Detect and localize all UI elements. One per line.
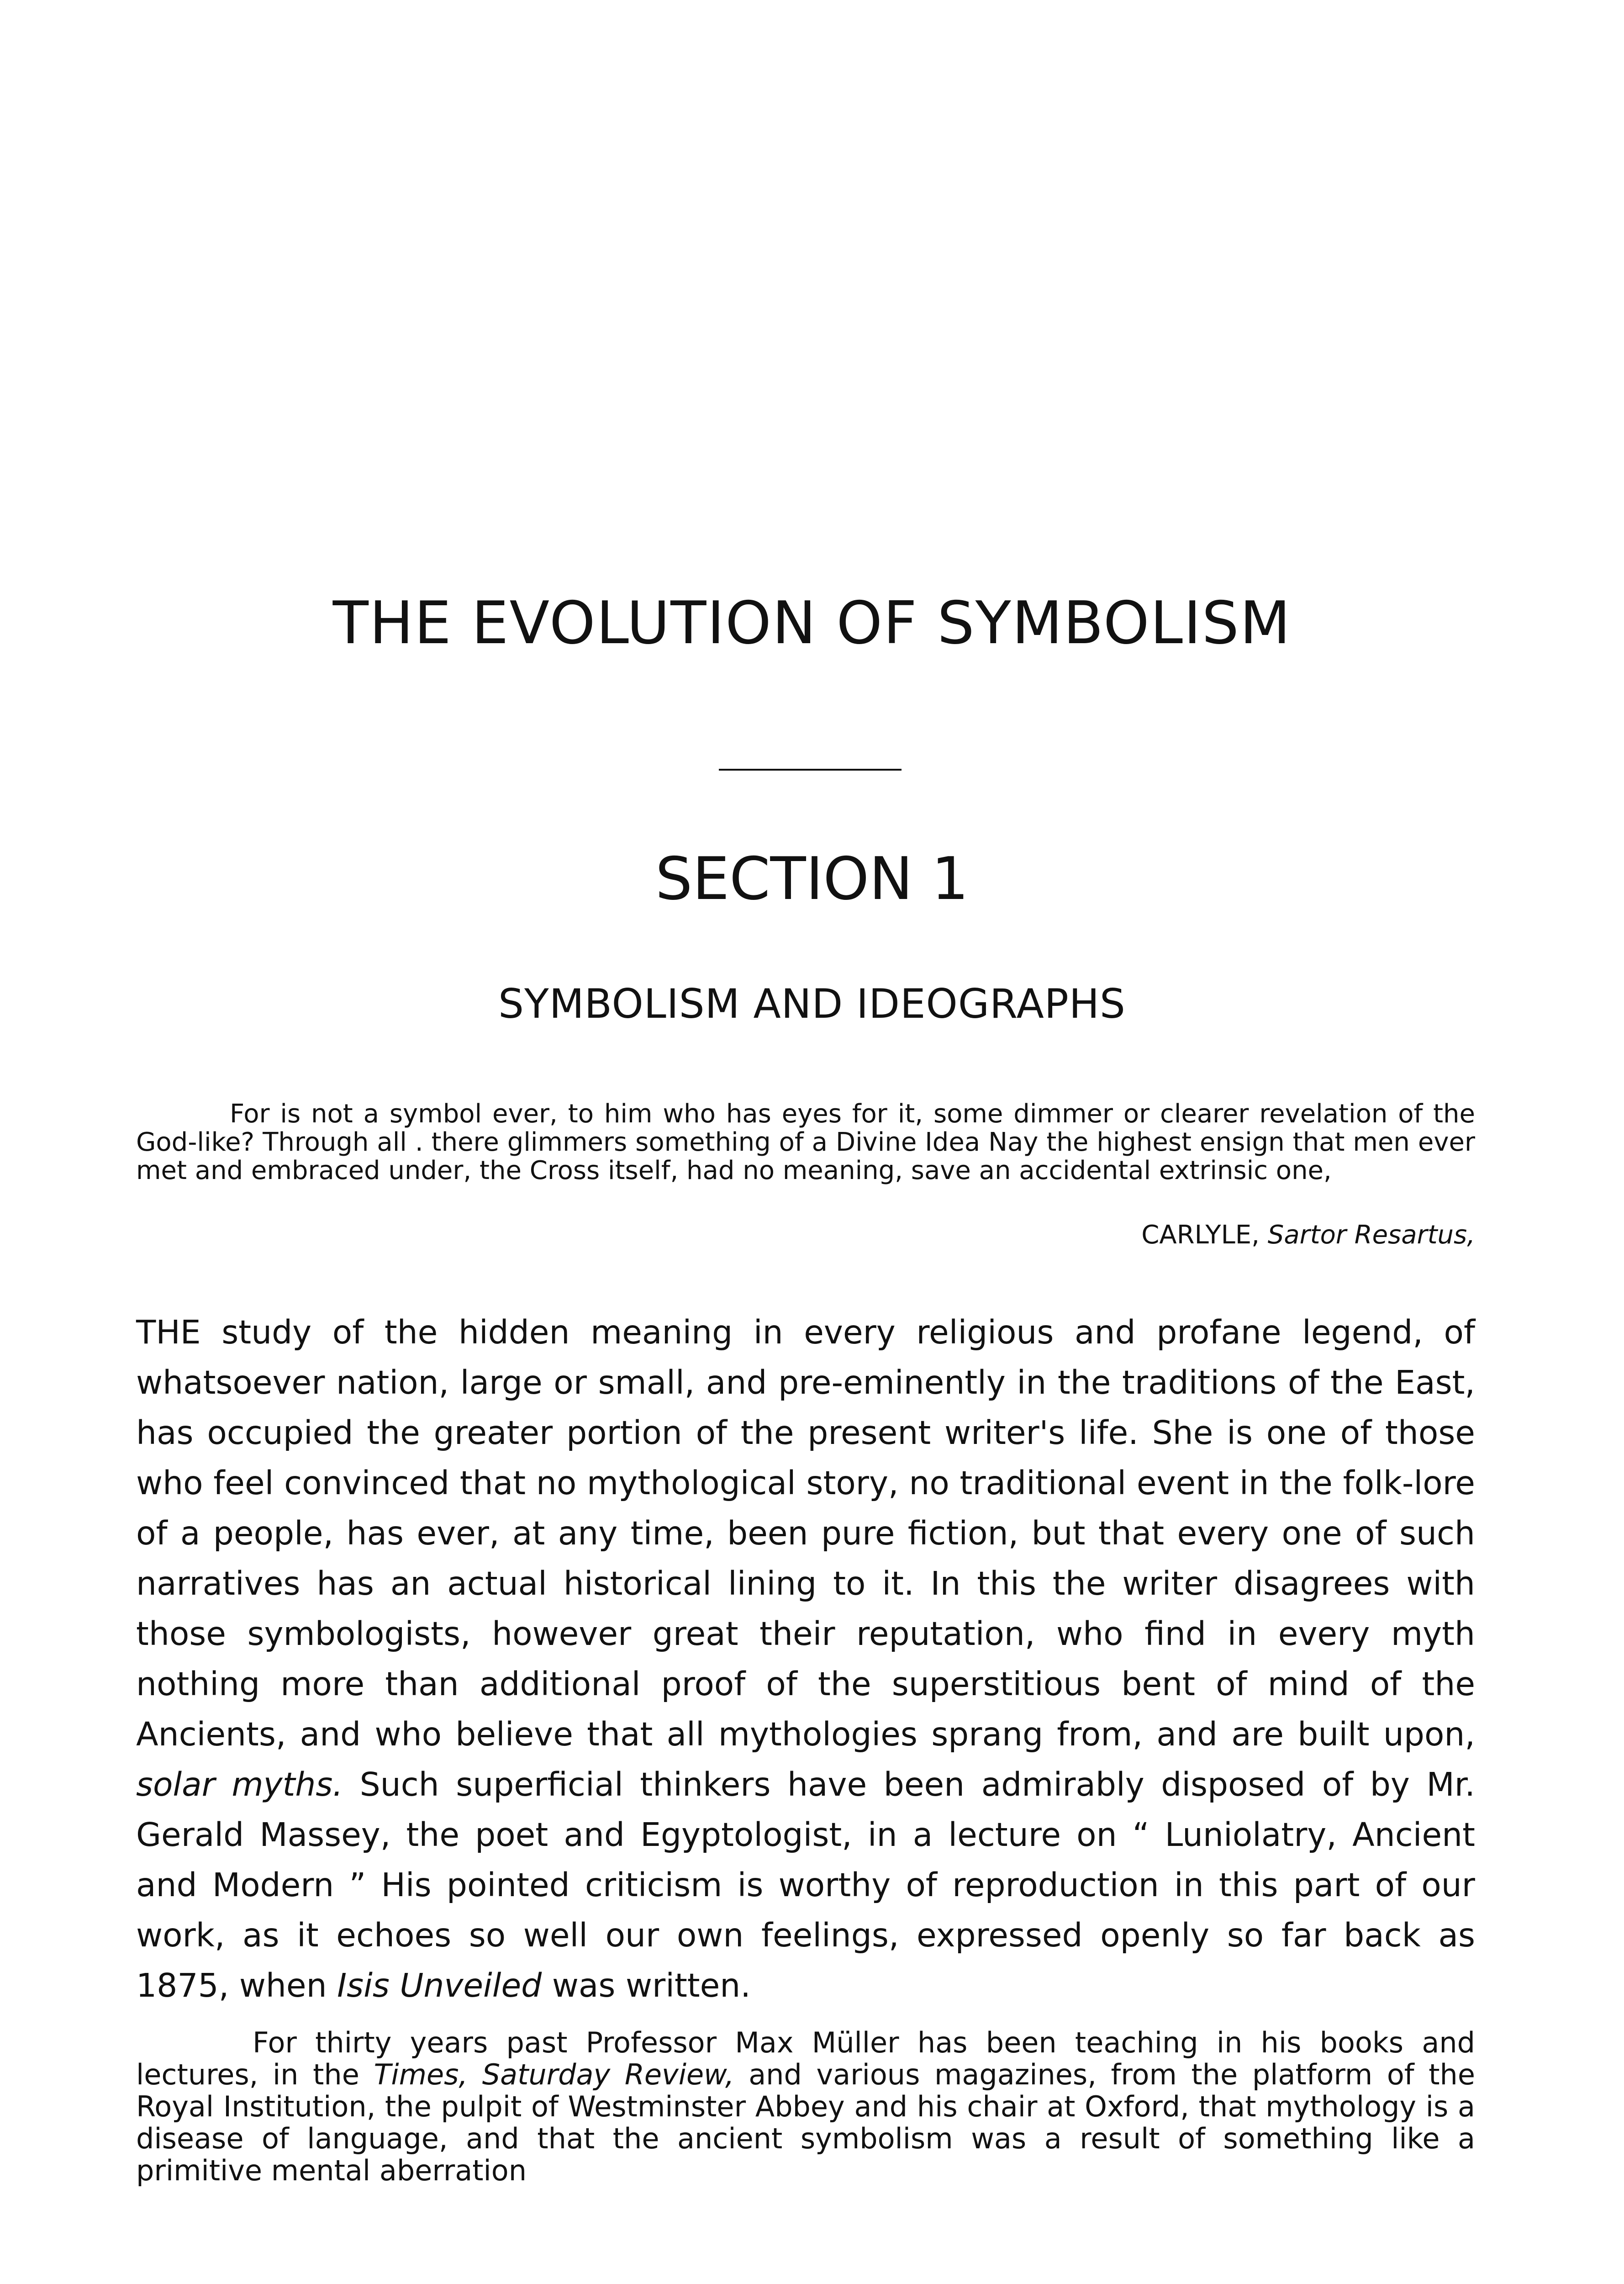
section-label: SECTION 1: [655, 845, 969, 913]
epigraph-author: CARLYLE,: [1141, 1220, 1260, 1250]
main-title: THE EVOLUTION OF SYMBOLISM: [332, 589, 1292, 657]
quote-text-part1: For thirty years past Professor Max Müller has been teaching in his books and lectures, in the: [136, 2026, 1475, 2091]
epigraph: [136, 1100, 1475, 1185]
block-quote: [136, 2027, 1475, 2187]
quote-italic-publications: Times, Saturday Review,: [374, 2058, 734, 2091]
epigraph-text: For is not a symbol ever, to him who has eyes for it, some dimmer or clearer revelation of the God-like? Through all . there glimmers something of a Divine Idea Nay the highest ensign that men ever met and embraced under, the Cross itself, had no meaning, save an accidental extrinsic one,: [136, 1099, 1475, 1185]
body-text-part3: was written.: [552, 1967, 751, 2004]
epigraph-work: Sartor Resartus,: [1267, 1220, 1475, 1250]
title-divider-rule: [719, 769, 902, 771]
section-subtitle: SYMBOLISM AND IDEOGRAPHS: [498, 980, 1126, 1027]
body-italic-isis-unveiled: Isis Unveiled: [337, 1967, 542, 2004]
body-paragraph: [136, 1307, 1475, 2011]
body-text-part2: Such superficial thinkers have been admirably disposed of by Mr. Gerald Massey, the poet and Egyptologist, in a lecture on “ Luniolatry, Ancient and Modern ” His pointed criticism is worthy of reproduction in this part of our work, as it echoes so well our own feelings, expressed openly so far back as 1875, when: [136, 1766, 1475, 2004]
body-text-part1: THE study of the hidden meaning in every religious and profane legend, of whatsoever nation, large or small, and pre-eminently in the traditions of the East, has occupied the greater portion of the present writer's life. She is one of those who feel convinced that no mythological story, no traditional event in the folk-lore of a people, has ever, at any time, been pure fiction, but that every one of such narratives has an actual historical lining to it. In this the writer disagrees with those symbologists, however great their reputation, who find in every myth nothing more than additional proof of the superstitious bent of mind of the Ancients, and who believe that all mythologies sprang from, and are built upon,: [136, 1313, 1475, 1753]
quote-text-part2: and various magazines, from the platform of the Royal Institution, the pulpit of Westminster Abbey and his chair at Oxford, that mythology is a disease of language, and that the ancient symbolism was a result of something like a primitive mental aberration: [136, 2058, 1475, 2187]
epigraph-attribution: [136, 1221, 1475, 1249]
body-italic-solar-myths: solar myths.: [136, 1766, 343, 1803]
